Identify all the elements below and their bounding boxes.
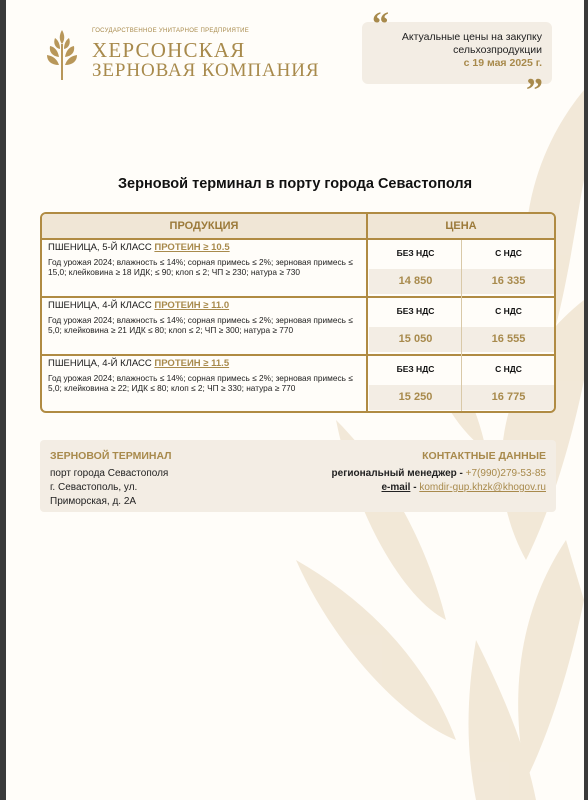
product-name: ПШЕНИЦА, 5-Й КЛАСС [48,242,152,253]
contacts-heading: КОНТАКТНЫЕ ДАННЫЕ [422,450,546,462]
price-date-box [362,22,552,84]
price-table [40,212,556,413]
protein-requirement: ПРОТЕИН ≥ 10.5 [154,242,230,253]
price-label-vat: С НДС [462,298,555,325]
table-row [42,355,366,412]
price-label-vat: С НДС [462,240,555,267]
price-no-vat: 15 050 [369,327,462,352]
protein-requirement: ПРОТЕИН ≥ 11.0 [154,300,230,311]
wheat-icon [42,26,82,82]
table-row [42,239,366,296]
price-label-no-vat: БЕЗ НДС [369,240,462,267]
product-name-line [48,358,366,370]
product-name-line [48,300,366,312]
email-separator: - [413,482,417,493]
contact-panel [40,440,556,512]
price-label-no-vat: БЕЗ НДС [369,298,462,325]
price-box-date: с 19 мая 2025 г. [463,57,542,69]
contact-info [332,450,546,495]
table-divider [366,214,368,413]
terminal-line1: порт города Севастополя [50,468,169,479]
product-name: ПШЕНИЦА, 4-Й КЛАСС [48,300,152,311]
email-label: e-mail [381,482,411,493]
price-box-line2: сельхозпродукции [453,44,542,56]
terminal-line2: г. Севастополь, ул. [50,482,138,493]
manager-phone-line [332,467,546,481]
product-spec: Год урожая 2024; влажность ≤ 14%; сорная примесь ≤ 2%; зерновая примесь ≤ 5,0; клейковина ≥ 22; ИДК ≤ 80; клоп ≤ 2; ЧП ≥ 330; натура ≥ 770 [48,373,353,394]
column-header-price: ЦЕНА [368,214,554,238]
price-column-divider [461,240,462,411]
terminal-info [50,450,172,509]
price-vat: 16 555 [462,327,555,352]
company-logo [42,26,320,86]
price-box-line1: Актуальные цены на закупку [401,31,542,43]
protein-requirement: ПРОТЕИН ≥ 11.5 [154,358,230,369]
product-name-line [48,242,366,254]
logo-org-text: ГОСУДАРСТВЕННОЕ УНИТАРНОЕ ПРЕДПРИЯТИЕ [92,28,250,34]
logo-company-line1: ХЕРСОНСКАЯ [92,38,246,62]
price-vat: 16 775 [462,385,555,410]
terminal-heading: ЗЕРНОВОЙ ТЕРМИНАЛ [50,450,172,462]
manager-phone[interactable]: +7(990)279-53-85 [465,468,546,479]
terminal-line3: Приморская, д. 2А [50,496,137,507]
email-line [332,481,546,495]
manager-label: региональный менеджер - [331,468,463,479]
quote-close-icon: ” [526,72,543,109]
email-link[interactable]: komdir-gup.khzk@khogov.ru [419,482,546,493]
document-page [6,0,584,800]
price-vat: 16 335 [462,269,555,294]
page-title: Зерновой терминал в порту города Севастополя [117,176,473,192]
price-label-no-vat: БЕЗ НДС [369,356,462,383]
product-name: ПШЕНИЦА, 4-Й КЛАСС [48,358,152,369]
table-row [42,297,366,354]
column-header-product: ПРОДУКЦИЯ [42,214,366,238]
quote-open-icon: “ [372,6,389,43]
price-no-vat: 15 250 [369,385,462,410]
price-no-vat: 14 850 [369,269,462,294]
price-label-vat: С НДС [462,356,555,383]
product-spec: Год урожая 2024; влажность ≤ 14%; сорная примесь ≤ 2%; зерновая примесь ≤ 5,0; клейковина ≥ 21 ИДК ≤ 80; клоп ≤ 2; ЧП ≥ 300; натура ≥ 770 [48,315,353,336]
product-spec: Год урожая 2024; влажность ≤ 14%; сорная примесь ≤ 2%; зерновая примесь ≤ 15,0; клейковина ≥ 18 ИДК; ≤ 90; клоп ≤ 2; ЧП ≥ 230; натура ≥ 730 [48,257,353,278]
logo-company-line2: ЗЕРНОВАЯ КОМПАНИЯ [92,60,320,81]
